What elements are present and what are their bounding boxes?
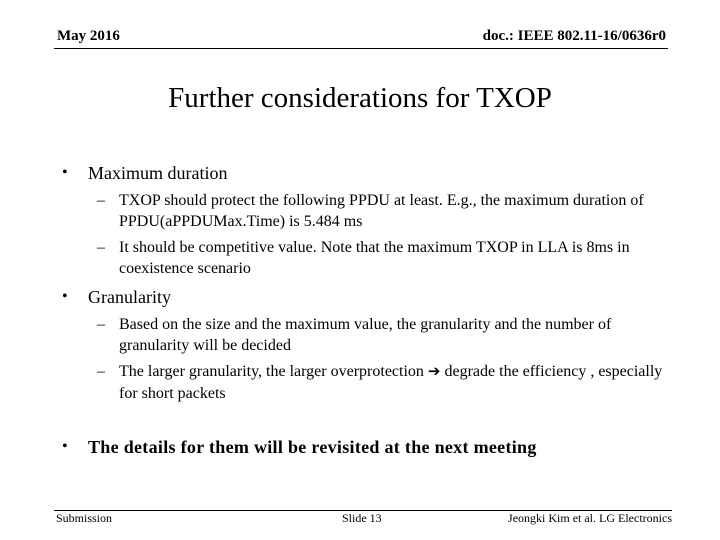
sub-bullet-text-after: degrade the efficiency , especially for short packets xyxy=(119,363,663,402)
bullet-glyph: • xyxy=(62,288,68,305)
bullet-label: Maximum duration xyxy=(88,163,228,183)
dash-glyph: – xyxy=(97,316,105,333)
sub-bullet-text xyxy=(119,361,664,404)
dash-glyph: – xyxy=(97,363,105,380)
bullet-label: Granularity xyxy=(88,287,171,307)
bullet-glyph: • xyxy=(62,438,68,455)
sub-bullet-text: Based on the size and the maximum value, the granularity and the number of granularity will be decided xyxy=(119,316,612,354)
footer-author: Jeongki Kim et al. LG Electronics xyxy=(508,511,672,525)
arrow-right-icon: ➔ xyxy=(427,364,441,380)
sub-bullet-text-before: The larger granularity, the larger overprotection xyxy=(119,363,424,380)
sub-bullet-text: It should be competitive value. Note that the maximum TXOP in LLA is 8ms in coexistence scenario xyxy=(119,239,630,277)
slide-title: Further considerations for TXOP xyxy=(168,82,552,114)
bullet-label: The details for them will be revisited at the next meeting xyxy=(88,437,537,457)
footer-slide-number: Slide 13 xyxy=(342,511,382,525)
dash-glyph: – xyxy=(97,192,105,209)
header-doc-id: doc.: IEEE 802.11-16/0636r0 xyxy=(482,28,666,44)
sub-bullet-text: TXOP should protect the following PPDU at least. E.g., the maximum duration of PPDU(aPPDUMax.Time) is 5.484 ms xyxy=(119,192,644,230)
dash-glyph: – xyxy=(97,239,105,256)
bullet-glyph: • xyxy=(62,164,68,181)
header-date: May 2016 xyxy=(57,28,120,44)
footer-submission: Submission xyxy=(56,511,113,525)
